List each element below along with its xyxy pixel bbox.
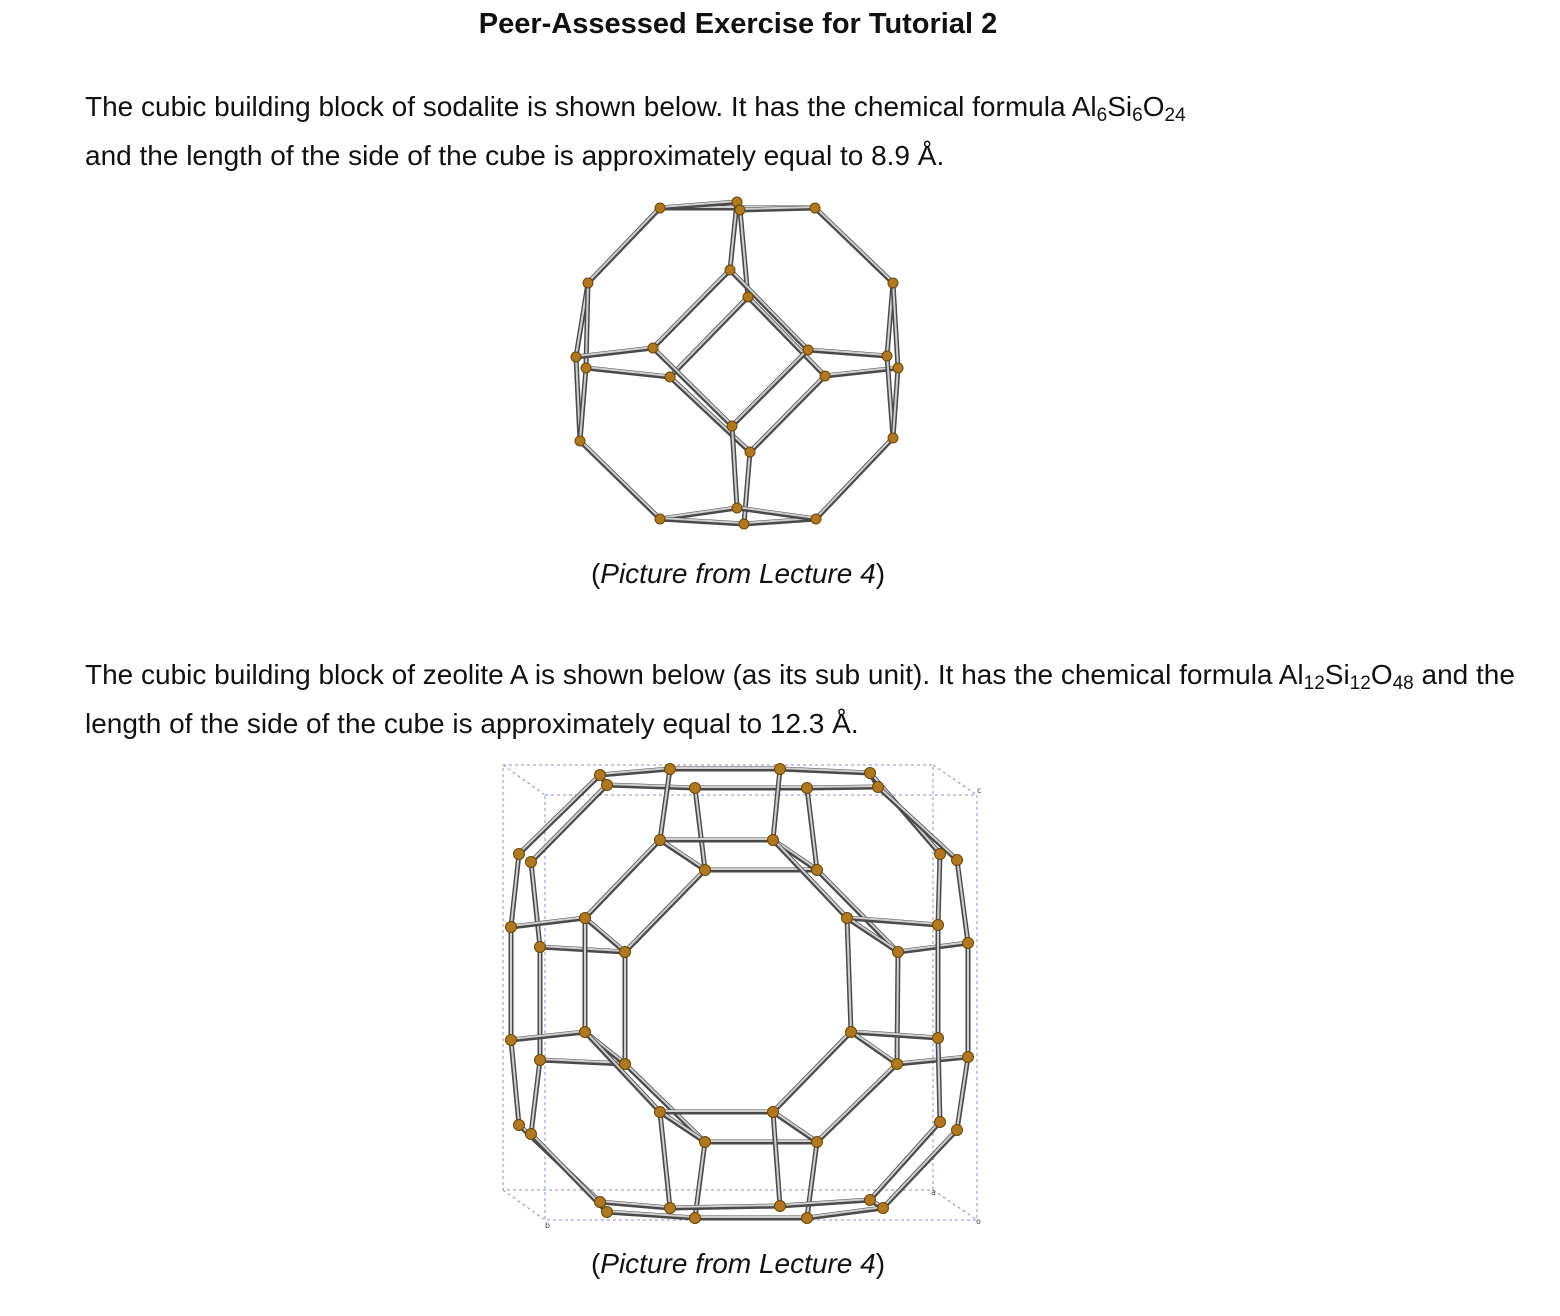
sodalite-atom — [810, 203, 820, 213]
sodalite-atom — [803, 345, 813, 355]
zeolite-atom — [768, 835, 779, 846]
zeolite-atom — [893, 947, 904, 958]
sodalite-text-a: The cubic building block of sodalite is shown below. It has the chemical formula Al — [85, 91, 1097, 122]
zeolite-atom — [878, 1203, 889, 1214]
zeolite-atom — [595, 770, 606, 781]
sodalite-bond-highlight — [580, 440, 660, 518]
zeolite-si: Si — [1324, 659, 1350, 690]
zeolite-a-structure-figure — [495, 760, 995, 1235]
sodalite-o: O — [1142, 91, 1165, 122]
sodalite-atom — [739, 519, 749, 529]
zeolite-bond-highlight — [531, 784, 607, 861]
zeolite-bond-highlight — [773, 1111, 817, 1141]
sodalite-bond-highlight — [653, 347, 732, 425]
zeolite-bond-highlight — [660, 1111, 705, 1141]
zeolite-bond-highlight — [625, 1063, 705, 1141]
zeolite-bond-highlight — [807, 786, 878, 787]
zeolite-atom — [933, 920, 944, 931]
zeolite-bond-highlight — [957, 1056, 968, 1129]
zeolite-atom — [535, 1055, 546, 1066]
zeolite-text-b: and the length of the side of the cube is approximately equal to 12.3 Å. — [85, 659, 1515, 739]
zeolite-atom — [952, 855, 963, 866]
sodalite-bonds — [576, 201, 898, 524]
sodalite-atom — [735, 205, 745, 215]
sodalite-bond-highlight — [748, 296, 825, 375]
sodalite-paragraph — [85, 82, 1485, 180]
sodalite-bond-highlight — [750, 375, 825, 451]
zeolite-atom — [952, 1125, 963, 1136]
sodalite-atom — [745, 447, 755, 457]
sodalite-bond-highlight — [653, 269, 730, 347]
sodalite-atom — [583, 278, 593, 288]
zeolite-atom — [506, 1035, 517, 1046]
zeolite-atom — [846, 1027, 857, 1038]
sodalite-caption-italic: Picture from Lecture 4 — [600, 558, 876, 589]
zeolite-o-subscript: 48 — [1392, 673, 1414, 694]
zeolite-atom — [700, 1137, 711, 1148]
sodalite-bond-highlight — [660, 507, 737, 518]
zeolite-atom — [655, 1107, 666, 1118]
sodalite-bond-highlight — [730, 269, 808, 349]
sodalite-o-subscript: 24 — [1164, 105, 1186, 126]
page-title: Peer-Assessed Exercise for Tutorial 2 — [478, 8, 998, 40]
sodalite-atom — [665, 372, 675, 382]
zeolite-o: O — [1370, 659, 1393, 690]
unit-cell-box — [503, 765, 977, 1220]
zeolite-atom — [842, 913, 853, 924]
zeolite-bond-highlight — [660, 768, 670, 839]
zeolite-atom — [775, 764, 786, 775]
zeolite-atom — [873, 782, 884, 793]
sodalite-atom — [581, 363, 591, 373]
sodalite-atom — [888, 433, 898, 443]
zeolite-atom — [526, 857, 537, 868]
zeolite-atom — [620, 1059, 631, 1070]
sodalite-text-b: and the length of the side of the cube is approximately equal to 8.9 Å. — [85, 140, 945, 171]
zeolite-bond-highlight — [807, 787, 817, 869]
zeolite-atom — [935, 849, 946, 860]
sodalite-bond-highlight — [588, 207, 660, 282]
zeolite-atom — [602, 780, 613, 791]
zeolite-atom — [933, 1033, 944, 1044]
zeolite-bond-highlight — [817, 1063, 897, 1141]
zeolite-atom — [802, 783, 813, 794]
sodalite-atom — [743, 292, 753, 302]
axis-label-o: o — [976, 1217, 981, 1226]
zeolite-atom — [802, 1213, 813, 1224]
sodalite-bond-highlight — [732, 349, 808, 425]
zeolite-atom — [620, 947, 631, 958]
zeolite-atom — [595, 1197, 606, 1208]
sodalite-atom — [888, 278, 898, 288]
zeolite-atom — [665, 764, 676, 775]
zeolite-bond-highlight — [897, 951, 898, 1063]
zeolite-atom — [963, 938, 974, 949]
zeolite-bond-highlight — [695, 787, 705, 869]
zeolite-atom — [665, 1203, 676, 1214]
sodalite-structure-figure — [560, 190, 920, 535]
sodalite-atom — [655, 514, 665, 524]
zeolite-atom — [963, 1052, 974, 1063]
sodalite-atom — [727, 421, 737, 431]
sodalite-atom — [893, 363, 903, 373]
zeolite-si-subscript: 12 — [1349, 673, 1371, 694]
zeolite-bond-highlight — [660, 839, 705, 869]
zeolite-atom — [655, 835, 666, 846]
zeolite-atom — [506, 922, 517, 933]
zeolite-bond-highlight — [585, 839, 660, 917]
zeolite-atom — [526, 1129, 537, 1140]
zeolite-atom — [514, 1120, 525, 1131]
zeolite-atom — [690, 1213, 701, 1224]
sodalite-bond-highlight — [737, 507, 816, 518]
zeolite-bonds — [511, 768, 968, 1218]
zeolite-atom — [812, 865, 823, 876]
zeolite-caption: (Picture from Lecture 4) — [590, 1248, 886, 1279]
sodalite-bond-highlight — [816, 437, 893, 518]
zeolite-bond-highlight — [773, 1031, 851, 1111]
sodalite-atom — [725, 265, 735, 275]
zeolite-bond-highlight — [519, 774, 600, 853]
axis-label-c: c — [977, 786, 982, 795]
zeolite-atom — [535, 942, 546, 953]
zeolite-text-a: The cubic building block of zeolite A is shown below (as its sub unit). It has the chemical formula Al — [85, 659, 1304, 690]
zeolite-atom — [865, 768, 876, 779]
zeolite-atom — [812, 1137, 823, 1148]
axis-label-b: b — [545, 1221, 551, 1230]
zeolite-atom — [580, 1027, 591, 1038]
zeolite-atom — [514, 849, 525, 860]
zeolite-bond-highlight — [817, 869, 898, 951]
zeolite-atom — [690, 783, 701, 794]
sodalite-atom — [882, 351, 892, 361]
zeolite-bond-highlight — [511, 853, 519, 926]
sodalite-atom — [655, 203, 665, 213]
zeolite-atoms — [506, 764, 974, 1224]
sodalite-atom — [732, 503, 742, 513]
zeolite-bond-highlight — [957, 859, 968, 942]
sodalite-bond-highlight — [815, 207, 893, 282]
zeolite-bond-highlight — [625, 869, 705, 951]
sodalite-atom — [811, 514, 821, 524]
sodalite-bond-highlight — [670, 296, 748, 376]
axis-label-a: a — [931, 1188, 936, 1197]
zeolite-atom — [892, 1059, 903, 1070]
sodalite-atom — [648, 343, 658, 353]
zeolite-atom — [775, 1201, 786, 1212]
zeolite-atom — [700, 865, 711, 876]
zeolite-caption-italic: Picture from Lecture 4 — [600, 1248, 876, 1279]
zeolite-bond-highlight — [511, 1039, 519, 1124]
zeolite-atom — [580, 913, 591, 924]
zeolite-bond-highlight — [531, 1059, 540, 1133]
zeolite-bond-highlight — [878, 786, 957, 859]
sodalite-atom — [571, 352, 581, 362]
zeolite-bond-highlight — [531, 861, 540, 946]
sodalite-bond-highlight — [670, 376, 750, 451]
sodalite-atom — [575, 436, 585, 446]
zeolite-atom — [865, 1195, 876, 1206]
sodalite-si: Si — [1107, 91, 1133, 122]
zeolite-atom — [768, 1107, 779, 1118]
zeolite-atom — [602, 1207, 613, 1218]
zeolite-bond-highlight — [585, 917, 625, 951]
sodalite-al-subscript: 6 — [1096, 105, 1108, 126]
sodalite-si-subscript: 6 — [1132, 105, 1143, 126]
zeolite-al-subscript: 12 — [1303, 673, 1325, 694]
zeolite-atom — [935, 1117, 946, 1128]
zeolite-bond-highlight — [773, 839, 847, 917]
sodalite-atom — [820, 371, 830, 381]
zeolite-paragraph — [85, 650, 1525, 748]
zeolite-bond-highlight — [660, 1111, 670, 1207]
sodalite-caption: (Picture from Lecture 4) — [590, 558, 886, 589]
